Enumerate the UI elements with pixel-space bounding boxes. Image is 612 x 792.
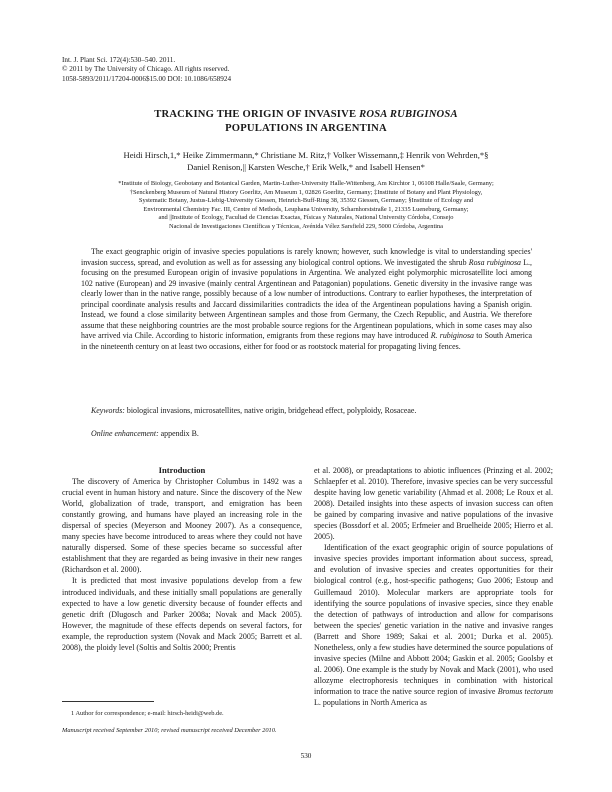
page-number: 530 — [300, 752, 312, 760]
affiliations — [54, 180, 558, 232]
doi-line: 1058-5893/2011/17204-0006$15.00 DOI: 10.1086/658924 — [62, 74, 232, 83]
affiliation-line: and ||Institute of Ecology, Facultad de Ciencias Exactas, Físicas y Naturales, National University Córdoba, Consejo — [158, 214, 454, 222]
abstract-text-3: to South America in the nineteenth century on at least two occasions, either for food or as rootstock material for propagating living fences. — [81, 331, 532, 351]
journal-citation: Int. J. Plant Sci. 172(4):530–540. 2011. — [62, 56, 176, 64]
article-title — [0, 108, 612, 137]
footnote-received-text: Manuscript received September 2010; revised manuscript received December 2010. — [62, 726, 277, 734]
affiliation-line: Systematic Botany, Justus-Liebig-University Giessen, Heinrich-Buff-Ring 38, 35392 Giessen, Germany; §Institute of Ecology and — [138, 197, 474, 205]
abstract-species-1: Rosa rubiginosa — [468, 257, 521, 267]
abstract-text-2: L., focusing on the presumed European origin of invasive populations in Argentina. We analyzed eight polymorphic microsatellite loci among 102 native (European) and 29 invasive (mainly central Argentinean and Patagonian) populations. Genetic diversity in the invasive range was clearly lower than in the native range, possibly because of a low number of introductions. Contrary to earlier hypotheses, the interpretation of principal coordinate analysis results and Jaccard dissimilarities contradicts the idea of the Argentinean populations having a Spanish origin. Instead, we found a close similarity between Argentinean samples and those from Germany, the Czech Republic, and Austria. We therefore assume that these neighboring countries are the most probable source regions for the Argentinean populations, which in some cases may also have arrived via Chile. According to historic information, emigrants from these regions may have introduced — [81, 257, 533, 340]
copyright-notice: © 2011 by The University of Chicago. All rights reserved. — [62, 65, 230, 74]
title-line1-prefix: TRACKING THE ORIGIN OF INVASIVE — [154, 109, 360, 120]
abstract-text-1: The exact geographic origin of invasive species populations is rarely known; however, such knowledge is vital to understanding species' invasion success, spread, and evolution as well as for assessing any biological control options. We investigated the shrub — [81, 247, 532, 267]
author-list — [60, 150, 552, 174]
affiliation-line: Environmental Chemistry Fac. III, Centre of Methods, Leuphana University, Scharnhorststraße 1, 21335 Lueneburg, Germany; — [143, 205, 469, 213]
author-line-1: Heidi Hirsch,1,* Heike Zimmermann,* Christiane M. Ritz,† Volker Wissemann,‡ Henrik von Wehrden,*§ — [123, 150, 489, 160]
intro-paragraph-4 — [314, 542, 553, 708]
title-line1-species: ROSA RUBIGINOSA — [359, 109, 458, 120]
keywords-label: Keywords: — [91, 406, 125, 415]
intro-paragraph-2: It is predicted that most invasive populations develop from a few introduced individuals, and these initially small populations are generally expected to have a low genetic diversity because of founder effects and genetic drift (Dlugosch and Parker 2008a; Novak and Mack 2005). However, the magnitude of these effects depends on several factors, for example, the reproduction system (Novak and Mack 2005; Barrett et al. 2008), the ploidy level (Soltis and Soltis 2000; Prentis — [62, 576, 302, 652]
intro-paragraph-3: et al. 2008), or preadaptations to abiotic influences (Prinzing et al. 2002; Schlaepfer et al. 2010). Therefore, invasive species can be very successful despite having low genetic variability (Ahmad et al. 2008; Le Roux et al. 2008). Detailed insights into these aspects of invasion success can often be gained by comparing invasive and native populations of the invasive species (Bossdorf et al. 2005; Erfmeier and Bruelheide 2005; Hierro et al. 2005). — [314, 466, 553, 542]
column-left — [62, 465, 302, 653]
intro-paragraph-4-end: L. populations in North America as — [314, 697, 427, 707]
intro-paragraph-4-text: Identification of the exact geographic origin of source populations of invasive species provides important information about success, spread, and evolution of invasive species and creates opportunities for their biological control (e.g., host-specific pathogens; Guo 2006; Estoup and Guillemaud 2010). Molecular markers are appropriate tools for identifying the source populations of invasive species, since they enable the detection of pathways of introduction and allow for comparisons between the species' genetic variation in the native and invasive ranges (Barrett and Shore 1989; Sakai et al. 2001; Durka et al. 2005). Nonetheless, only a few studies have determined the source populations of invasive species (Milne and Abbott 2004; Gaskin et al. 2005; Goolsby et al. 2006). One example is the study by Novak and Mack (2001), who used allozyme electrophoresis techniques in combination with historical information to trace the native source region of invasive — [314, 543, 553, 696]
intro-paragraph-1: The discovery of America by Christopher Columbus in 1492 was a crucial event in human history and nature. Since the discovery of the New World, globalization of trade, transport, and emigration has been constantly growing, and humans have played an increasing role in the dispersal of species (Meyerson and Mooney 2007). As a consequence, many species have become introduced to areas where they could not have naturally dispersed. Some of these species became so successful after establishment that they are regarded as being invasive in their new ranges (Richardson et al. 2000). — [62, 477, 302, 575]
keywords — [91, 406, 532, 417]
column-right — [314, 465, 553, 708]
section-heading-introduction: Introduction — [158, 465, 206, 475]
footnote-received — [62, 727, 302, 736]
abstract — [81, 247, 532, 352]
online-enhancement-text: appendix B. — [158, 429, 199, 438]
footnote-correspondence: 1 Author for correspondence; e-mail: hirsch-heidi@web.de. — [71, 710, 224, 717]
keywords-text: biological invasions, microsatellites, native origin, bridgehead effect, polyploidy, Rosaceae. — [124, 406, 417, 415]
online-enhancement — [91, 429, 199, 440]
footnotes — [62, 701, 302, 735]
title-line2: POPULATIONS IN ARGENTINA — [225, 123, 387, 135]
author-line-2: Daniel Renison,|| Karsten Wesche,† Erik Welk,* and Isabell Hensen* — [187, 161, 425, 172]
journal-meta — [62, 56, 231, 84]
footnote-divider — [62, 701, 154, 702]
abstract-species-2: R. rubiginosa — [430, 331, 474, 340]
intro-species: Bromus tectorum — [497, 686, 553, 696]
affiliation-line: Nacional de Investigaciones Científicas y Técnicas, Avénida Vélez Sarsfield 229, 5000 Córdoba, Argentina — [168, 222, 444, 230]
affiliation-line: †Senckenberg Museum of Natural History Goerlitz, Am Museum 1, 02826 Goerlitz, Germany; ‡Institute of Botany and Plant Physiology, — [129, 188, 483, 196]
online-enhancement-label: Online enhancement: — [91, 429, 159, 438]
affiliation-line: *Institute of Biology, Geobotany and Botanical Garden, Martin-Luther-University Halle-Wittenberg, Am Kirchtor 1, 06108 Halle/Saale, Germany; — [118, 180, 494, 187]
